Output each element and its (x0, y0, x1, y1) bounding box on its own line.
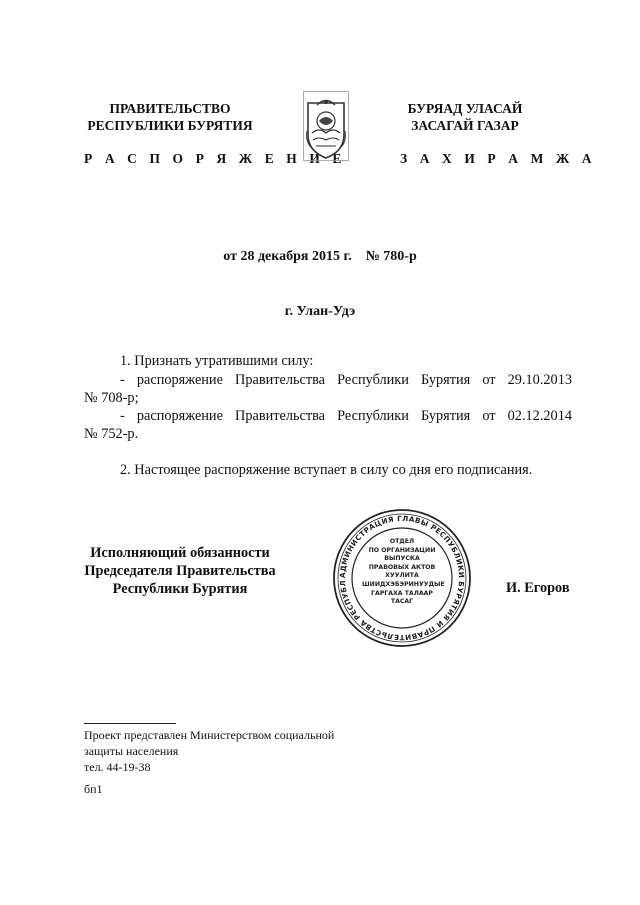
city: г. Улан-Удэ (284, 304, 356, 319)
header-right-line1: БУРЯАД УЛАСАЙ (407, 101, 523, 116)
stamp-line: ПРАВОВЫХ АКТОВ (368, 563, 436, 571)
stamp-line: ТАСАГ (390, 598, 414, 606)
item1-line2b: № 752-р. (84, 426, 139, 442)
stamp-line: ВЫПУСКА (384, 555, 420, 563)
signatory-name: И. Егоров (506, 580, 570, 596)
header-left-doc-type: Р А С П О Р Я Ж Е Н И Е (84, 151, 347, 166)
item1-line1a: - распоряжение Правительства Республики Бурятия от 29.10.2013 (120, 372, 572, 388)
item1-line1b: № 708-р; (84, 390, 139, 406)
item1-title: 1. Признать утратившими силу: (120, 353, 314, 369)
footer-line1: Проект представлен Министерством социальной (84, 728, 335, 742)
footer-divider (84, 723, 176, 724)
footer-line3: тел. 44-19-38 (84, 760, 151, 774)
coat-of-arms-emblem (303, 91, 349, 161)
stamp-line: ХУУЛИТА (385, 572, 419, 580)
footer-info (84, 727, 334, 775)
stamp-line: ПО ОРГАНИЗАЦИИ (368, 546, 436, 554)
stamp-line: ОТДЕЛ (389, 538, 415, 545)
item1-line2a: - распоряжение Правительства Республики Бурятия от 02.12.2014 (120, 408, 572, 424)
position-line3: Республики Бурятия (112, 581, 248, 597)
header-right (385, 100, 545, 134)
svg-text:АДМИНИСТРАЦИЯ ГЛАВЫ РЕСПУБЛИКИ: АДМИНИСТРАЦИЯ ГЛАВЫ РЕСПУБЛИКИ БУРЯТИЯ И ПРАВИТЕЛЬСТВА РЕСПУБЛ (337, 513, 467, 643)
signatory-position (80, 544, 280, 598)
item2: 2. Настоящее распоряжение вступает в силу со дня его подписания. (120, 462, 533, 478)
footer-line2: защиты населения (84, 744, 179, 758)
position-line1: Исполняющий обязанности (90, 545, 270, 561)
position-line2: Председателя Правительства (84, 563, 276, 579)
stamp-line: ШИИДХЭБЭРИНУУДЫЕ (362, 580, 445, 588)
header-left-line1: ПРАВИТЕЛЬСТВО (109, 101, 231, 116)
header-left (80, 100, 260, 134)
date-number: от 28 декабря 2015 г. № 780-р (223, 249, 417, 264)
footer-code: бп1 (84, 782, 103, 796)
stamp-line: ГАРГАХА ТАЛААР (371, 589, 433, 597)
stamp-inner-text (362, 538, 445, 607)
header-right-doc-type: З А Х И Р А М Ж А (400, 151, 597, 166)
official-stamp (332, 508, 472, 648)
coat-of-arms-icon (303, 91, 349, 161)
header-left-line2: РЕСПУБЛИКИ БУРЯТИЯ (87, 118, 253, 133)
header-right-line2: ЗАСАГАЙ ГАЗАР (411, 118, 519, 133)
